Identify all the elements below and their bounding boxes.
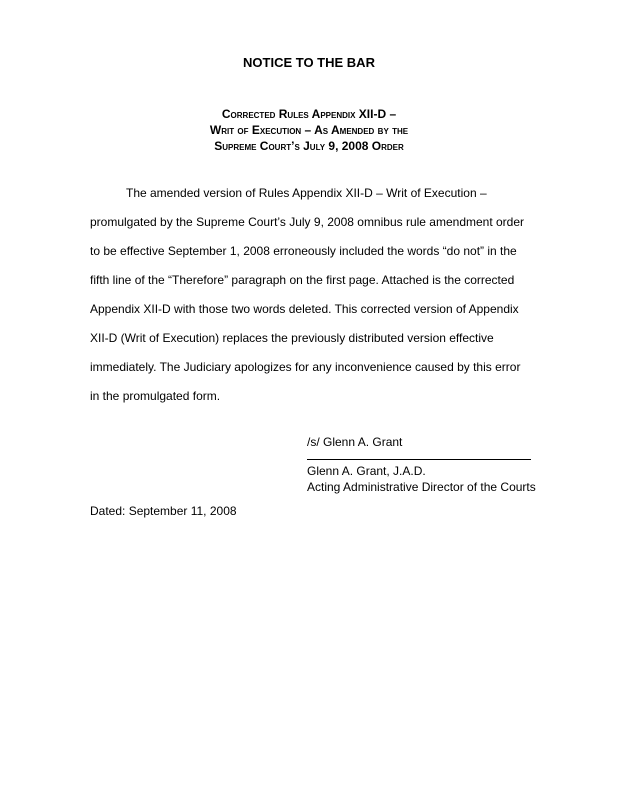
body-line: promulgated by the Supreme Court’s July 9, 2008 omnibus rule amendment order	[90, 215, 525, 229]
body-line: XII-D (Writ of Execution) replaces the previously distributed version effective	[90, 331, 494, 345]
subtitle-line-2: Writ of Execution – As Amended by the	[209, 123, 409, 137]
notice-subtitle	[0, 106, 618, 154]
body-line: fifth line of the “Therefore” paragraph on the first page. Attached is the corrected	[90, 273, 515, 287]
notice-title: NOTICE TO THE BAR	[243, 55, 375, 70]
body-line: immediately. The Judiciary apologizes for any inconvenience caused by this error	[90, 360, 521, 374]
body-line: to be effective September 1, 2008 erroneously included the words “do not” in the	[90, 244, 517, 258]
signatory-title: Acting Administrative Director of the Courts	[307, 480, 536, 494]
signature-conformed: /s/ Glenn A. Grant	[307, 435, 403, 449]
subtitle-line-1: Corrected Rules Appendix XII-D –	[221, 107, 397, 121]
signature-block	[307, 434, 547, 495]
signatory-name: Glenn A. Grant, J.A.D.	[307, 464, 426, 478]
body-line: in the promulgated form.	[90, 389, 221, 403]
signature-line	[307, 459, 531, 460]
dated-line: Dated: September 11, 2008	[90, 504, 237, 518]
subtitle-line-3: Supreme Court’s July 9, 2008 Order	[214, 139, 404, 153]
body-line: Appendix XII-D with those two words deleted. This corrected version of Appendix	[90, 302, 519, 316]
notice-body	[90, 179, 538, 411]
body-line: The amended version of Rules Appendix XII-D – Writ of Execution –	[126, 186, 487, 200]
